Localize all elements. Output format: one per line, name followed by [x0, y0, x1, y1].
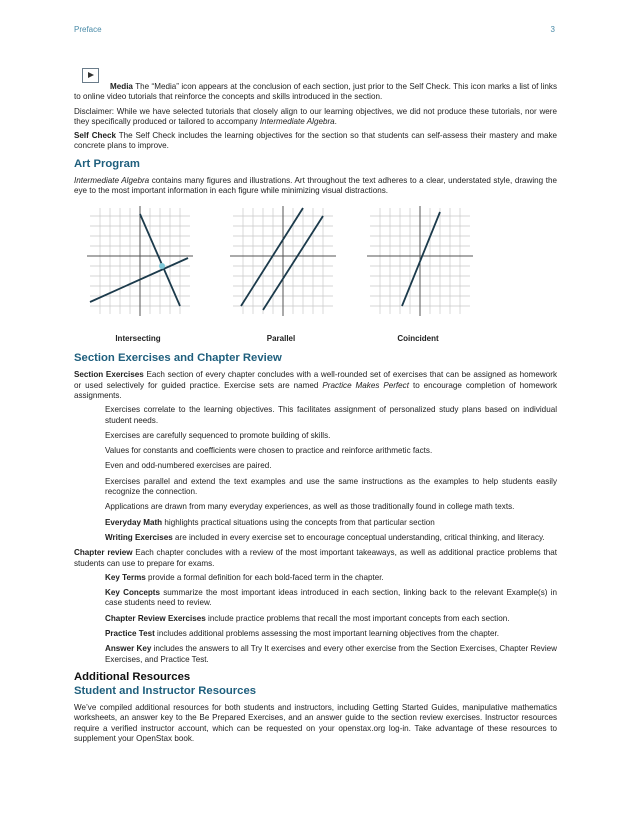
art-figures	[74, 206, 557, 346]
additional-resources-heading: Additional Resources	[74, 670, 191, 683]
answer-key-text: includes the answers to all Try It exercises and every other exercise from the Section Exercises, Chapter Review Exercises, and Practice Test.	[105, 644, 557, 664]
disclaimer-paragraph	[74, 107, 557, 128]
key-concepts-text: summarize the most important ideas introduced in each section, linking back to the relevant Example(s) in case students need to review.	[105, 588, 557, 608]
key-terms-label: Key Terms	[105, 572, 146, 582]
caption-intersecting: Intersecting	[115, 334, 161, 344]
media-text: The “Media” icon appears at the conclusion of each section, just prior to the Self Check. This icon marks a list of links to online video tutorials that reinforce the concepts and skills introduced in the section.	[74, 82, 557, 102]
coincident-lines-graph	[364, 206, 476, 326]
everyday-math-label: Everyday Math	[105, 517, 163, 527]
art-program-heading: Art Program	[74, 157, 140, 170]
writing-exercises-item	[105, 533, 557, 543]
list-item: Exercises are carefully sequenced to promote building of skills.	[105, 430, 331, 440]
key-terms-text: provide a formal definition for each bold-faced term in the chapter.	[145, 572, 384, 582]
list-item	[105, 629, 557, 639]
student-instructor-resources-heading: Student and Instructor Resources	[74, 684, 257, 697]
parallel-lines-graph	[227, 206, 339, 326]
section-exercises-label: Section Exercises	[74, 370, 144, 380]
media-play-icon	[82, 68, 99, 83]
everyday-math-item	[105, 518, 557, 528]
media-block	[74, 68, 557, 103]
answer-key-label: Answer Key	[105, 644, 152, 654]
key-concepts-label: Key Concepts	[105, 588, 160, 598]
media-paragraph	[74, 68, 557, 103]
additional-resources-paragraph: We’ve compiled additional resources for both students and instructors, including Getting Started Guides, manipulative mathematics worksheets, an answer key to the Be Prepared Exercises, and an answer guide to the section review exercises. Instructor resources require a verified instructor account, which can be requested on your openstax.org log-in. Take advantage of these resources to supplement your OpenStax book.	[74, 702, 557, 743]
disclaimer-book-title: Intermediate Algebra	[259, 116, 335, 126]
section-exercises-text-end: to encourage completion of homework assignments.	[74, 380, 558, 400]
art-program-text: contains many figures and illustrations. Art throughout the text adheres to a clear, understated style, drawing the eye to the most important information in each figure while minimizing visual distractions.	[74, 175, 557, 196]
running-head-title: Preface	[74, 25, 102, 34]
list-item	[105, 588, 557, 609]
line-a	[90, 258, 188, 302]
writing-exercises-label: Writing Exercises	[105, 532, 173, 542]
line-a	[241, 208, 303, 306]
practice-test-label: Practice Test	[105, 629, 155, 639]
list-item	[105, 573, 557, 583]
exercise-features-list	[74, 405, 557, 543]
section-exercises-text: Each section of every chapter concludes with a well-rounded set of exercises that can be assigned as homework or used selectively for guided practice. Exercise sets are named	[74, 370, 558, 390]
list-item: Exercises parallel and extend the text examples and use the same instructions as the examples to help students easily recognize the connection.	[105, 476, 557, 497]
chapter-review-paragraph	[74, 548, 557, 569]
chapter-review-label: Chapter review	[74, 548, 133, 558]
caption-coincident: Coincident	[397, 334, 439, 344]
list-item	[105, 644, 557, 665]
self-check-paragraph	[74, 131, 557, 152]
art-program-book-title: Intermediate Algebra	[74, 175, 150, 185]
list-item: Values for constants and coefficients were chosen to practice and reinforce arithmetic facts.	[105, 446, 433, 456]
intersection-point	[159, 263, 165, 269]
section-exercises-heading: Section Exercises and Chapter Review	[74, 352, 282, 365]
chapter-review-exercises-text: include practice problems that recall the most important concepts from each section.	[205, 613, 510, 623]
practice-test-text: includes additional problems assessing the most important learning objectives from the chapter.	[154, 629, 499, 639]
chapter-review-text: Each chapter concludes with a review of the most important takeaways, as well as additional practice problems that students can use to prepare for exams.	[74, 548, 557, 568]
practice-makes-perfect: Practice Makes Perfect	[322, 380, 409, 390]
list-item	[105, 614, 557, 624]
list-item: Even and odd-numbered exercises are paired.	[105, 461, 272, 471]
section-exercises-paragraph	[74, 370, 557, 401]
disclaimer-text: Disclaimer: While we have selected tutorials that closely align to our learning objectives, we did not produce these tutorials, nor were they specifically produced or tailored to accompany	[74, 106, 557, 126]
caption-parallel: Parallel	[266, 334, 296, 344]
intersecting-lines-graph	[84, 206, 196, 326]
page-content	[74, 68, 557, 748]
chapter-review-exercises-label: Chapter Review Exercises	[105, 613, 206, 623]
media-label: Media	[110, 82, 133, 91]
list-item: Applications are drawn from many everyday experiences, as well as those traditionally found in college math texts.	[105, 502, 515, 512]
running-head	[74, 25, 555, 37]
everyday-math-text: highlights practical situations using the concepts from that particular section	[162, 517, 435, 527]
page-number: 3	[550, 25, 555, 34]
self-check-label: Self Check	[74, 131, 116, 141]
disclaimer-end: .	[334, 116, 337, 126]
writing-exercises-text: are included in every exercise set to encourage conceptual understanding, critical thinking, and literacy.	[172, 532, 545, 542]
list-item: Exercises correlate to the learning objectives. This facilitates assignment of personalized study plans based on individual student needs.	[105, 405, 557, 425]
self-check-text: The Self Check includes the learning objectives for the section so that students can self-assess their mastery and make concrete plans to improve.	[74, 131, 558, 151]
chapter-review-list	[74, 573, 557, 665]
art-program-paragraph	[74, 176, 557, 197]
